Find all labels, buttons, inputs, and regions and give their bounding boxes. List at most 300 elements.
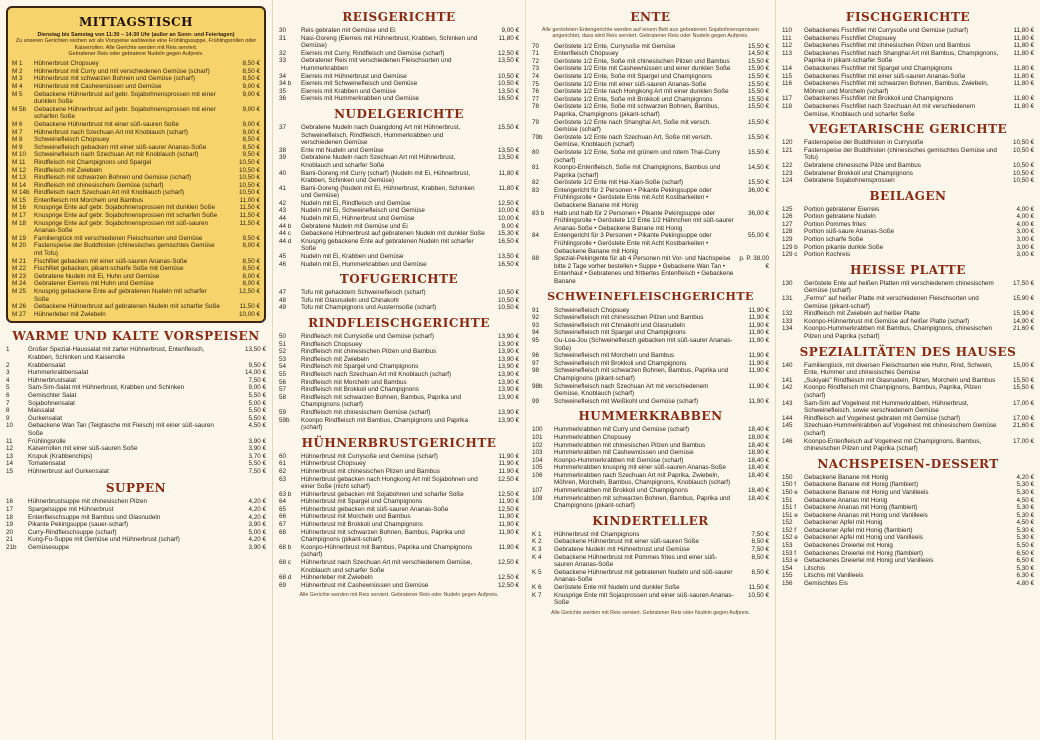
item-price: 6,50 € (1016, 549, 1034, 557)
item-number: M 9 (12, 143, 23, 151)
item-price: 13,90 € (497, 340, 519, 348)
menu-item (782, 400, 1034, 415)
menu-item (12, 75, 260, 83)
item-price: 9,50 € (248, 361, 266, 369)
item-description: Koonpo Rindfleisch mit Bambus, Champignons und Paprika (scharf) (301, 416, 468, 432)
schwein-list (532, 307, 769, 406)
item-number: 81 (532, 164, 540, 172)
item-number: 44 d (279, 237, 292, 245)
item-price: 15,50 € (747, 103, 769, 111)
item-number: 56 (279, 378, 287, 386)
item-description: Gebackenes Dreierlei mit Honig (804, 542, 893, 550)
item-price: 18,40 € (747, 456, 769, 464)
item-price: 15,50 € (497, 123, 519, 131)
item-number: 91 (532, 306, 540, 314)
item-description: Geröstete 1/2 Ente mit Hai-Xian-Soße (scharf) (554, 179, 684, 187)
menu-item (6, 468, 266, 476)
item-description: Geröstete Ente mit Nudeln und dunkler Soße (554, 584, 680, 591)
item-description: Rindfleisch mit Zwiebeln (34, 166, 102, 174)
item-description: Koonpo-Hummerkrabben mit Gemüse (scharf) (554, 456, 684, 464)
ente-note: Alle gerösteten Entengerichte werden auf einem Bett aus gebratenen Sojabohnensprossen angerichtet, dass wird Reis serviert. Gebratener Reis oder Nudeln gegen Aufpreis. (541, 27, 760, 40)
item-description: Ente mit Nudeln und Gemüse (301, 146, 384, 154)
dessert-list (782, 474, 1034, 588)
item-number: 33 (279, 57, 287, 65)
item-price: 8,50 € (751, 553, 769, 561)
item-number: 131 (782, 295, 793, 303)
item-number: 63 b (279, 490, 292, 498)
dessert-title: NACHSPEISEN-DESSERT (817, 456, 999, 471)
item-price: 8,00 € (242, 272, 260, 280)
menu-item (6, 514, 266, 522)
item-number: 34 b (279, 80, 292, 88)
hummer-title: HUMMERKRABBEN (578, 409, 723, 424)
item-description: Schweinefleisch mit schwarzen Bohnen, Bambus, Paprika und Champignons (pikant-scharf) (554, 367, 729, 382)
item-price: 11,90 € (498, 498, 519, 506)
item-price: 11,90 € (498, 452, 519, 460)
menu-item (532, 149, 769, 164)
item-price: 4,20 € (248, 498, 266, 506)
item-number: 118 (782, 102, 793, 110)
menu-item (782, 27, 1034, 35)
item-number: 129 c (782, 251, 798, 259)
item-price: 16,50 € (497, 95, 519, 103)
menu-item (12, 106, 260, 121)
item-description: Gebackenes Fischfilet mit Brokkoli und Champignons (804, 95, 954, 103)
item-number: 37 (279, 123, 287, 131)
item-price: 4,00 € (1016, 213, 1034, 221)
item-price: 13,90 € (497, 378, 519, 386)
item-description: Gebackene Wan Tan (Teigtasche mit Fleisch) mit einer süß-sauren Soße (28, 422, 214, 437)
item-number: 64 (279, 498, 287, 506)
menu-item (782, 504, 1034, 512)
item-number: 39 (279, 154, 287, 162)
beilagen-title: BEILAGEN (869, 188, 947, 203)
menu-item (279, 304, 519, 312)
item-description: Gebackener Apfel mit Honig (804, 519, 883, 527)
item-number: 73 (532, 65, 540, 73)
menu-item (12, 288, 260, 303)
menu-item (782, 481, 1034, 489)
menu-item (532, 464, 769, 472)
item-number: 11 (6, 437, 13, 445)
menu-item (532, 187, 769, 210)
item-description: Schweinefleisch mit Morcheln und Bambus (554, 352, 675, 360)
item-price: 11,80 € (498, 184, 519, 192)
menu-item (782, 139, 1034, 147)
menu-item (279, 289, 519, 297)
menu-item (279, 348, 519, 356)
menu-item (782, 35, 1034, 43)
menu-item (279, 27, 519, 35)
menu-item (532, 457, 769, 465)
menu-item (279, 506, 519, 514)
item-number: 153 f (782, 549, 797, 557)
veg-list (782, 139, 1034, 185)
item-number: 107 (532, 487, 543, 495)
item-number: K 6 (532, 584, 542, 591)
item-description: Portion pikante dunkle Soße (804, 243, 884, 251)
item-number: 69 (279, 581, 287, 589)
menu-item (782, 310, 1034, 318)
item-description: Gemüsesuppe (28, 544, 69, 552)
menu-item (279, 238, 519, 253)
item-description: Gebackene Hühnerbrust mit einer süß-sauren Soße (34, 120, 179, 128)
item-number: 57 (279, 386, 287, 394)
menu-item (279, 215, 519, 223)
menu-item (782, 325, 1034, 340)
menu-item (6, 544, 266, 552)
item-price: 5,30 € (1016, 526, 1034, 534)
item-price: 9,00 € (242, 120, 260, 128)
item-number: M 10 (12, 151, 26, 159)
menu-item (782, 565, 1034, 573)
item-price: 3,00 € (1016, 228, 1034, 236)
item-number: 8 (6, 407, 10, 415)
item-description: Gebackene Ananas mit Honig (804, 496, 888, 504)
item-number: K 1 (532, 530, 542, 538)
menu-item (782, 580, 1034, 588)
menu-item (279, 529, 519, 544)
menu-item (782, 280, 1034, 295)
column-1 (0, 0, 272, 740)
menu-item (279, 379, 519, 387)
menu-item (279, 200, 519, 208)
item-price: 9,50 € (242, 151, 260, 159)
item-description: Hühnerbrustsalat (28, 376, 76, 384)
menu-item (532, 546, 769, 554)
item-description: Gebackene Banane mit Honig (804, 473, 889, 481)
huhn-title: HÜHNERBRUSTGERICHTE (301, 435, 497, 450)
item-number: M 23 (12, 272, 26, 280)
item-number: 117 (782, 95, 793, 103)
menu-item (279, 476, 519, 491)
item-number: 76 (532, 88, 540, 96)
item-price: 13,90 € (497, 333, 519, 340)
item-price: 3,00 € (1016, 243, 1034, 251)
spezial-list (782, 362, 1034, 453)
item-number: 111 (782, 34, 792, 42)
item-description: Eierreis mit Curry, Rindfleisch und Gemüse (scharf) (301, 49, 445, 57)
item-number: M 2 (12, 67, 23, 75)
menu-item (532, 554, 769, 569)
item-price: 11,80 € (498, 34, 519, 42)
item-number: M 26 (12, 303, 26, 311)
column-2 (272, 0, 525, 740)
menu-item (532, 584, 769, 592)
menu-item (12, 258, 260, 266)
item-price: 11,90 € (748, 336, 769, 344)
item-price: 13,50 € (497, 87, 519, 95)
veg-title: VEGETARISCHE GERICHTE (808, 122, 1008, 137)
item-description: Portion scharfe Soße (804, 236, 864, 244)
menu-item (279, 185, 519, 200)
item-description: Gebackenes Fischfilet mit schwarzen Bohnen, Bambus, Zwiebeln, Möhren und Morcheln (scharf) (804, 80, 989, 95)
menu-item (12, 60, 260, 68)
menu-item (532, 472, 769, 487)
menu-item (6, 453, 266, 461)
menu-item (279, 521, 519, 529)
item-description: Krupuk (Krabbenchips) (28, 452, 93, 460)
item-number: 60 (279, 452, 287, 460)
item-description: Gebackene Ananas mit Honig und Vanilleeis (804, 511, 928, 519)
item-number: M 24 (12, 280, 26, 288)
item-number: 105 (532, 464, 543, 472)
item-description: Litschis mit Vanilleeis (804, 572, 864, 580)
item-description: Gemischter Salat (28, 391, 77, 399)
menu-item (532, 314, 769, 322)
item-description: Entengericht für 2 Personen • Pikante Pekingsuppe oder Frühlingsrolle • Geröstete Ente mit Acht Kostbarkeiten • Gebackene Banane mit Honig (554, 186, 712, 210)
item-number: M 8 (12, 136, 23, 144)
item-price: 11,50 € (239, 204, 260, 212)
menu-item (12, 167, 260, 175)
item-description: Gebackenes Dreierlei mit Honig (flambiert) (804, 549, 923, 557)
item-price: 11,80 € (1013, 49, 1034, 57)
item-number: 10 (6, 422, 14, 430)
item-description: Gebackenes Fischfilet mit chinesischen Pilzen und Bambus (804, 42, 971, 50)
item-description: Schweinefleisch mit Brokkoli und Champignons (554, 359, 687, 367)
huhn-list (279, 453, 519, 590)
item-description: Entenfleischsuppe mit Bambus und Glasnudeln (28, 513, 161, 521)
item-price: 11,80 € (1013, 42, 1034, 50)
menu-item (6, 445, 266, 453)
item-number: 142 (782, 384, 793, 392)
suppen-list (6, 498, 266, 551)
kinder-title: KINDERTELLER (592, 513, 709, 528)
item-price: 13,50 € (497, 146, 519, 154)
item-description: Hummerkrabbensalat (28, 369, 89, 377)
item-price: 11,80 € (1013, 72, 1034, 80)
rind-list (279, 333, 519, 432)
item-price: 8,00 € (242, 280, 260, 288)
item-price: 6,50 € (1016, 557, 1034, 565)
menu-item (532, 232, 769, 255)
item-description: Hühnerbrust mit schwarzen Bohnen, Bambus, Paprika und Champignons (pikant-scharf) (301, 528, 465, 544)
item-price: 13,50 € (497, 57, 519, 65)
item-number: M 15 (12, 196, 26, 204)
item-price: 8,50 € (242, 257, 260, 265)
platte-list (782, 280, 1034, 341)
item-number: 129 b (782, 243, 798, 251)
menu-item (279, 417, 519, 432)
ente-list (532, 43, 769, 286)
menu-item (12, 189, 260, 197)
menu-item (532, 383, 769, 398)
menu-item (782, 147, 1034, 162)
item-description: Hühnerbrust mit Cashewnüssen und Gemüse (301, 581, 429, 589)
item-description: Hühnerbrust nach Szechuan Art mit verschiedenem Gemüse, Knoblauch und scharfer Soße (301, 559, 473, 574)
menu-item (279, 230, 519, 238)
item-number: 68 b (279, 543, 292, 551)
item-price: 17,00 € (1012, 437, 1034, 445)
item-description: Rindfleisch mit Spargel und Champignons (301, 363, 419, 371)
item-description: Gebackener Apfel mit Honig und Vanilleeis (804, 534, 923, 542)
item-price: 3,90 € (248, 437, 266, 445)
item-description: Gebratene Sojabohnensprossen (804, 177, 895, 185)
item-price: 13,50 € (244, 346, 266, 354)
item-description: Koonpo-Hummerkrabben mit Bambus, Champignons, chinesischen Pilzen und Paprika (scharf) (804, 325, 992, 340)
item-price: 15,90 € (1012, 310, 1034, 318)
item-description: Knusprige Ente mit Sojasprossen und einer süß-sauren Ananas-Soße (554, 591, 734, 607)
item-number: 18 (6, 513, 14, 521)
item-description: Schweinefleisch gebacken mit einer süß-saurer Ananas-Soße (34, 143, 207, 151)
item-description: Gebackenes Fischfilet mit Currysoße und Gemüse (scharf) (804, 27, 969, 34)
kinder-list (532, 531, 769, 607)
item-description: Tofu mit Champignons und Austernsoße (scharf) (301, 304, 437, 312)
item-price: 15,50 € (1012, 384, 1034, 392)
menu-item (279, 491, 519, 499)
item-description: Hühnerbrust gebacken mit Sojabohnen und scharfer Soße (301, 490, 464, 498)
item-description: Gebackenes Fischfilet Chopsuey (804, 34, 897, 42)
item-price: 4,50 € (248, 422, 266, 430)
menu-item (279, 297, 519, 305)
item-price: 11,80 € (498, 169, 519, 177)
mittagstisch-note: Dienstag bis Samstag von 11:30 – 14:30 Uhr (außer an Sonn- und Feiertagen) Zu unseren Gerichten reichen wir als Vorspeise wahlweise eine Frühlingssuppe, Frühlingsrollen oder Kaiserrollen. Alle Gerichte werden mit Reis serviert. Gebratener Reis oder gebratene Nudeln gegen Aufpreis. (15, 32, 257, 57)
item-description: Gebratene Nudeln mit Hühnerbrust und Gemüse (554, 546, 690, 554)
item-number: 21 (6, 536, 14, 544)
item-description: Koonpo Rindfleisch mit Champignons, Bambus, Paprika, Pilzen (scharf) (804, 384, 982, 399)
menu-item (782, 65, 1034, 73)
item-price: 11,90 € (498, 513, 519, 521)
column-3 (525, 0, 775, 740)
item-description: Rindfleisch mit Zwiebeln (301, 355, 369, 363)
item-number: 1 (6, 346, 10, 354)
menu-item (782, 377, 1034, 385)
item-number: 79 (532, 118, 540, 126)
menu-item (782, 534, 1034, 542)
menu-item (532, 569, 769, 584)
item-description: Portion gebratener Eierreis (804, 205, 880, 213)
item-number: 20 (6, 528, 14, 536)
item-price: 15,50 € (747, 118, 769, 126)
item-description: Hühnerbrust auf Gurkensalat (28, 467, 109, 475)
item-description: Gebratener Eierreis mit Huhn und Gemüse (34, 280, 154, 288)
item-price: 9,00 € (248, 384, 266, 392)
item-price: 15,50 € (1012, 376, 1034, 384)
vorspeisen-title: WARME UND KALTE VORSPEISEN (12, 329, 260, 344)
item-price: 10,50 € (1012, 177, 1034, 185)
item-price: 3,70 € (248, 452, 266, 460)
item-price: 15,50 € (747, 57, 769, 65)
item-number: 17 (6, 506, 14, 514)
item-price: 11,80 € (1013, 80, 1034, 88)
item-description: Hühnerbrust nach Szechuan Art mit Knoblauch (scharf) (34, 128, 189, 136)
item-number: 32 (279, 49, 287, 57)
item-description: Rindfleisch Chopsuey (301, 340, 362, 348)
item-number: 79b (532, 133, 543, 141)
item-description: Entengericht für 3 Personen • Pikante Pekingsuppe oder Frühlingsrolle • Geröstete Ente mit Acht Kostbarkeiten • Gebackene Banane mit Honig (554, 232, 712, 255)
item-number: K 7 (532, 591, 542, 599)
item-description: Litschis (804, 564, 825, 572)
item-description: Hummerkrabben mit Cashewnüssen und Gemüse (554, 449, 694, 457)
item-description: Koonpo-Entenfleisch auf Vogelnest mit Champignons, Bambus, chinesischen Pilzen und Paprika (scharf) (804, 437, 982, 453)
item-number: M 14 (12, 181, 26, 189)
item-number: 65 (279, 505, 287, 513)
menu-item (279, 223, 519, 231)
item-number: 120 (782, 139, 793, 147)
item-description: Rindfleisch nach Szechuan Art mit Knoblauch (scharf) (301, 370, 452, 378)
item-description: Bami-Goreng (Nudeln mit Ei, Hühnerbrust, Krabben, Schinken und Gemüse) (301, 184, 475, 200)
item-price: 55,00 € (747, 232, 769, 240)
item-price: 4,20 € (248, 536, 266, 544)
item-price: 5,30 € (1016, 534, 1034, 542)
item-description: Eierreis mit Schweinefleisch und Gemüse (301, 80, 418, 88)
item-number: 44 (279, 215, 287, 223)
item-number: 145 (782, 422, 793, 430)
item-number: 75 (532, 80, 540, 88)
item-description: Gebackene Ananas mit Honig (flambiert) (804, 504, 918, 512)
item-description: Geröstete 1/2 Ente, Soße mit Spargel und Champignons (554, 72, 712, 80)
item-number: K 2 (532, 538, 542, 546)
item-description: Rindfleisch mit Brokkoli und Champignons (301, 386, 419, 394)
item-number: 66 (279, 513, 287, 521)
item-number: 63 (279, 475, 287, 483)
item-price: 8,50 € (751, 538, 769, 546)
item-description: Schweinefleisch nach Szechuan Art mit Knoblauch (scharf) (34, 151, 199, 159)
item-price: 8,50 € (242, 67, 260, 75)
item-description: Hühnerleber mit Zwiebeln (34, 310, 106, 318)
item-number: 129 (782, 236, 793, 244)
item-price: 11,90 € (498, 460, 519, 468)
item-number: 61 (279, 460, 287, 468)
item-description: Knusprige Ente auf gebr. Sojabohnensprossen mit süß-sauren Ananas-Soße (34, 219, 208, 235)
item-description: Hühnerbrust mit Champignons (554, 530, 640, 538)
item-number: M 25 (12, 288, 26, 295)
menu-item (532, 329, 769, 337)
menu-item (782, 497, 1034, 505)
item-price: 14,00 € (244, 369, 266, 377)
item-number: 153 e (782, 557, 798, 565)
item-description: Entenfleisch mit Morcheln und Bambus (34, 196, 144, 204)
item-description: Geröstete 1/2 Ente, Currysoße mit Gemüse (554, 42, 676, 50)
item-number: M 18 (12, 219, 26, 227)
menu-item (532, 352, 769, 360)
item-number: 132 (782, 310, 793, 318)
item-description: Kung-Fu-Suppe mit Gemüse und Hühnerbrust (scharf) (28, 536, 180, 544)
item-number: 14 (6, 460, 14, 468)
item-description: Eierreis mit Hummerkrabben und Gemüse (301, 95, 419, 103)
item-number: 108 (532, 494, 543, 502)
item-description: Schweinefleisch nach Szechuan Art mit verschiedenem Gemüse, Knoblauch (scharf) (554, 382, 709, 398)
item-number: M 13 (12, 174, 26, 182)
menu-item (782, 362, 1034, 377)
menu-item (279, 582, 519, 590)
item-description: Tofu mit Glasnudeln und Chinakohl (301, 296, 399, 304)
item-price: 10,00 € (497, 207, 519, 215)
item-price: 11,80 € (1013, 64, 1034, 72)
item-number: K 3 (532, 546, 542, 554)
item-description: Gu-Loa-Jou (Schweinefleisch gebacken mit süß-saurer Ananas-Soße) (554, 336, 733, 352)
menu-item (6, 392, 266, 400)
item-description: Gebackene Hühnerbrust mit Pommes frites und einer süß-sauren Ananas-Soße (554, 553, 718, 569)
item-price: 11,50 € (239, 212, 260, 220)
menu-item (532, 65, 769, 73)
menu-item (532, 164, 769, 179)
menu-item (782, 206, 1034, 214)
item-description: Gebackene Hühnerbrust auf gebr. Sojabohnensprossen mit einer dunklen Soße (34, 90, 216, 106)
item-number: 68 d (279, 574, 292, 582)
item-description: Schweinefleisch mit Chinakohl und Glasnudeln (554, 321, 685, 329)
menu-item (532, 103, 769, 118)
item-number: 59b (279, 416, 290, 424)
item-price: 5,50 € (248, 414, 266, 422)
item-price: 14,50 € (747, 164, 769, 172)
item-description: Gebratener Reis mit verschiedenen Fleischsorten und Hummerkrabben (301, 57, 452, 72)
item-price: 13,90 € (497, 408, 519, 416)
item-number: 150 e (782, 488, 798, 496)
item-description: Eierreis mit Krabben und Gemüse (301, 87, 396, 95)
menu-item (782, 80, 1034, 95)
item-price: 5,00 € (248, 399, 266, 407)
